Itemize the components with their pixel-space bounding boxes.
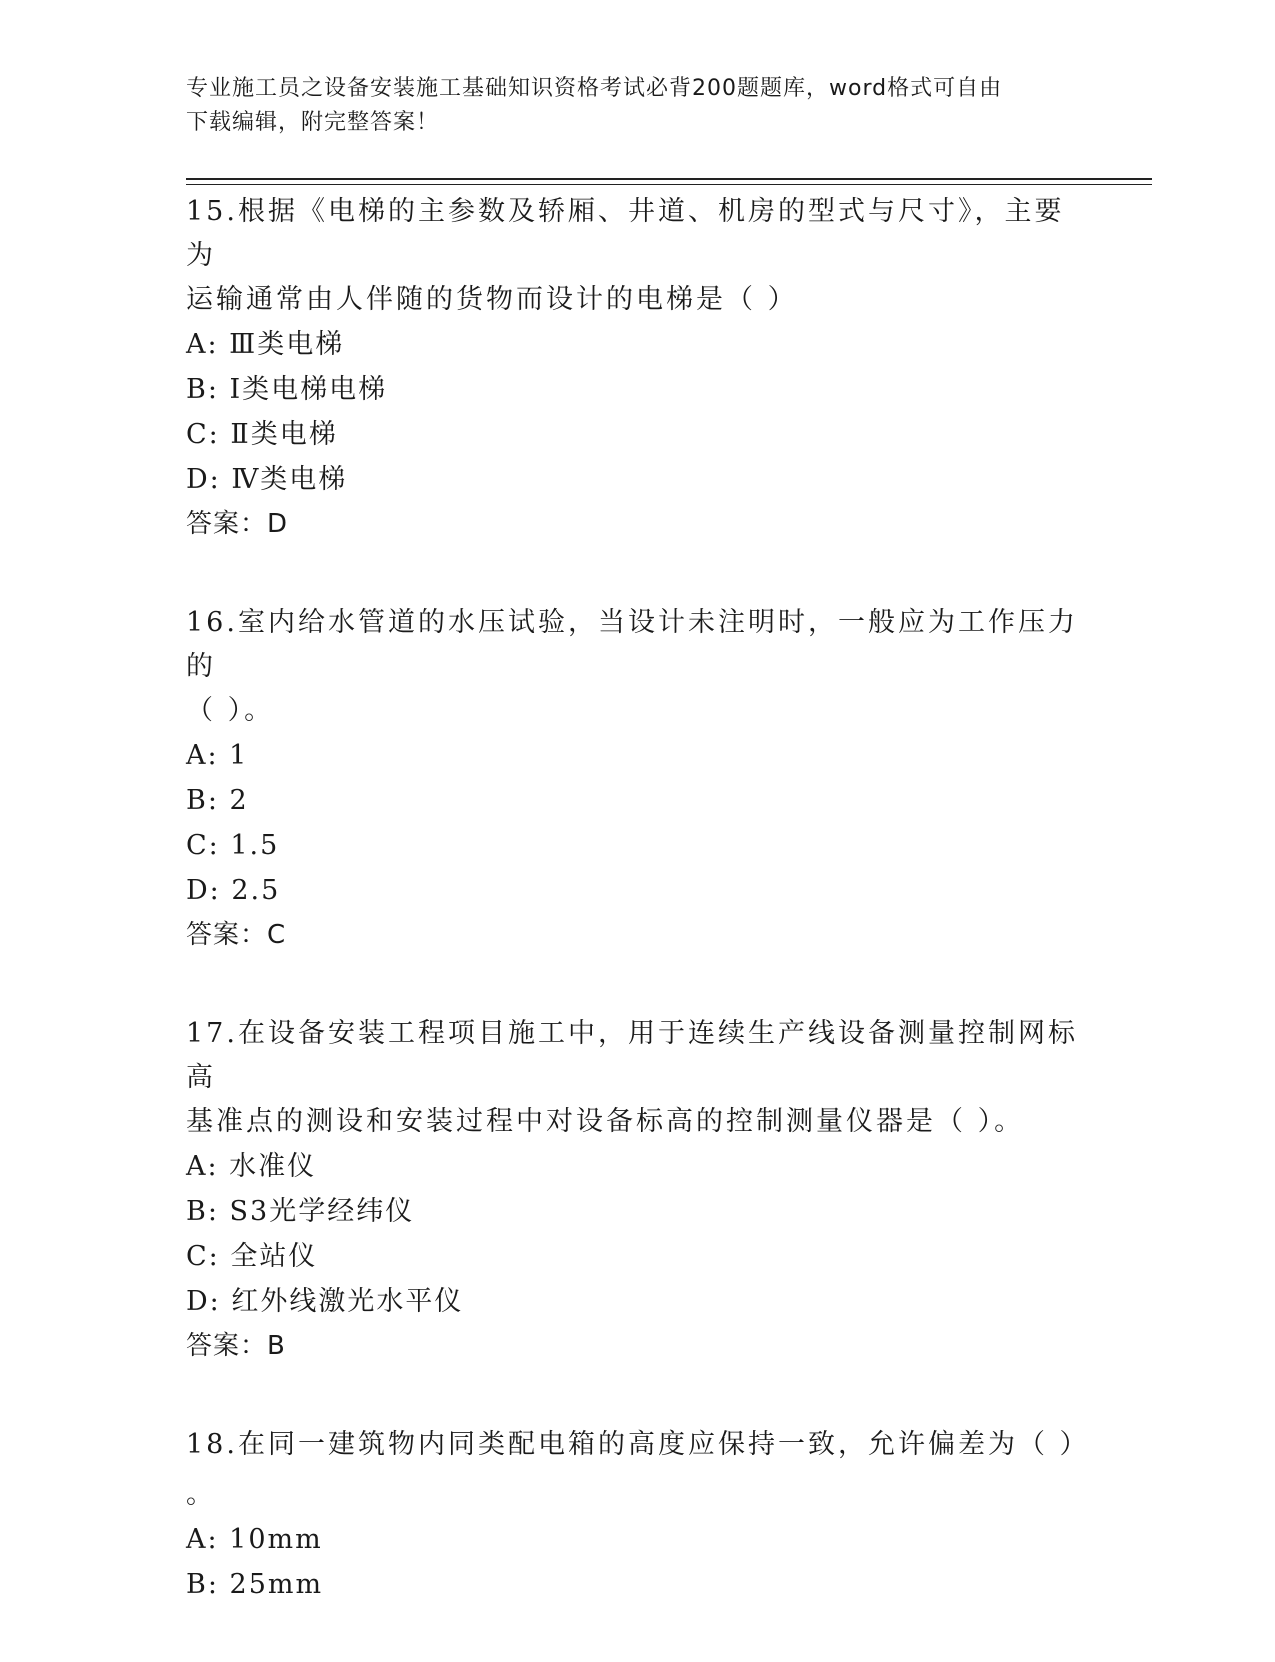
option-c: C: Ⅱ类电梯 [186, 419, 338, 450]
option-c: C: 全站仪 [186, 1241, 318, 1272]
question-stem-line: 。 [186, 1479, 216, 1510]
question-stem-line: （ ）。 [186, 695, 275, 726]
option-a: A: Ⅲ类电梯 [186, 329, 345, 360]
header-line-2: 下载编辑，附完整答案！ [186, 110, 440, 135]
question-list [186, 190, 1090, 1662]
option-b: B: S3光学经纬仪 [186, 1196, 415, 1227]
document-header [186, 72, 1066, 140]
question-stem [186, 190, 1086, 322]
question-stem [186, 601, 1086, 733]
header-divider-thick [186, 178, 1152, 180]
header-line-1: 专业施工员之设备安装施工基础知识资格考试必背200题题库，word格式可自由 [186, 76, 1003, 101]
option-a: A: 水准仪 [186, 1151, 317, 1182]
option-b: B: 25mm [186, 1569, 324, 1600]
question-stem-line: 17.在设备安装工程项目施工中，用于连续生产线设备测量控制网标高 [186, 1018, 1078, 1093]
answer-label: 答案：B [186, 1331, 286, 1361]
question-stem-line: 基准点的测设和安装过程中对设备标高的控制测量仪器是（ ）。 [186, 1106, 1025, 1137]
option-d: D: 红外线激光水平仪 [186, 1286, 464, 1317]
answer-label: 答案：C [186, 920, 287, 950]
question-16 [186, 601, 1086, 957]
option-d: D: Ⅳ类电梯 [186, 464, 348, 495]
question-15 [186, 190, 1086, 546]
question-stem-line: 18.在同一建筑物内同类配电箱的高度应保持一致，允许偏差为（ ） [186, 1429, 1090, 1460]
question-17 [186, 1012, 1086, 1368]
option-b: B: Ⅰ类电梯电梯 [186, 374, 388, 405]
option-c: C: 1.5 [186, 830, 280, 861]
question-stem [186, 1012, 1086, 1144]
option-b: B: 2 [186, 785, 249, 816]
option-a: A: 1 [186, 740, 249, 771]
answer-label: 答案：D [186, 509, 289, 539]
question-18 [186, 1423, 1090, 1607]
question-stem-line: 16.室内给水管道的水压试验，当设计未注明时，一般应为工作压力的 [186, 607, 1078, 682]
option-a: A: 10mm [186, 1524, 323, 1555]
question-stem-line: 15.根据《电梯的主参数及轿厢、井道、机房的型式与尺寸》，主要为 [186, 196, 1065, 271]
header-divider-thin [186, 184, 1152, 185]
question-stem [186, 1423, 1090, 1517]
question-stem-line: 运输通常由人伴随的货物而设计的电梯是（ ） [186, 284, 798, 315]
option-d: D: 2.5 [186, 875, 281, 906]
